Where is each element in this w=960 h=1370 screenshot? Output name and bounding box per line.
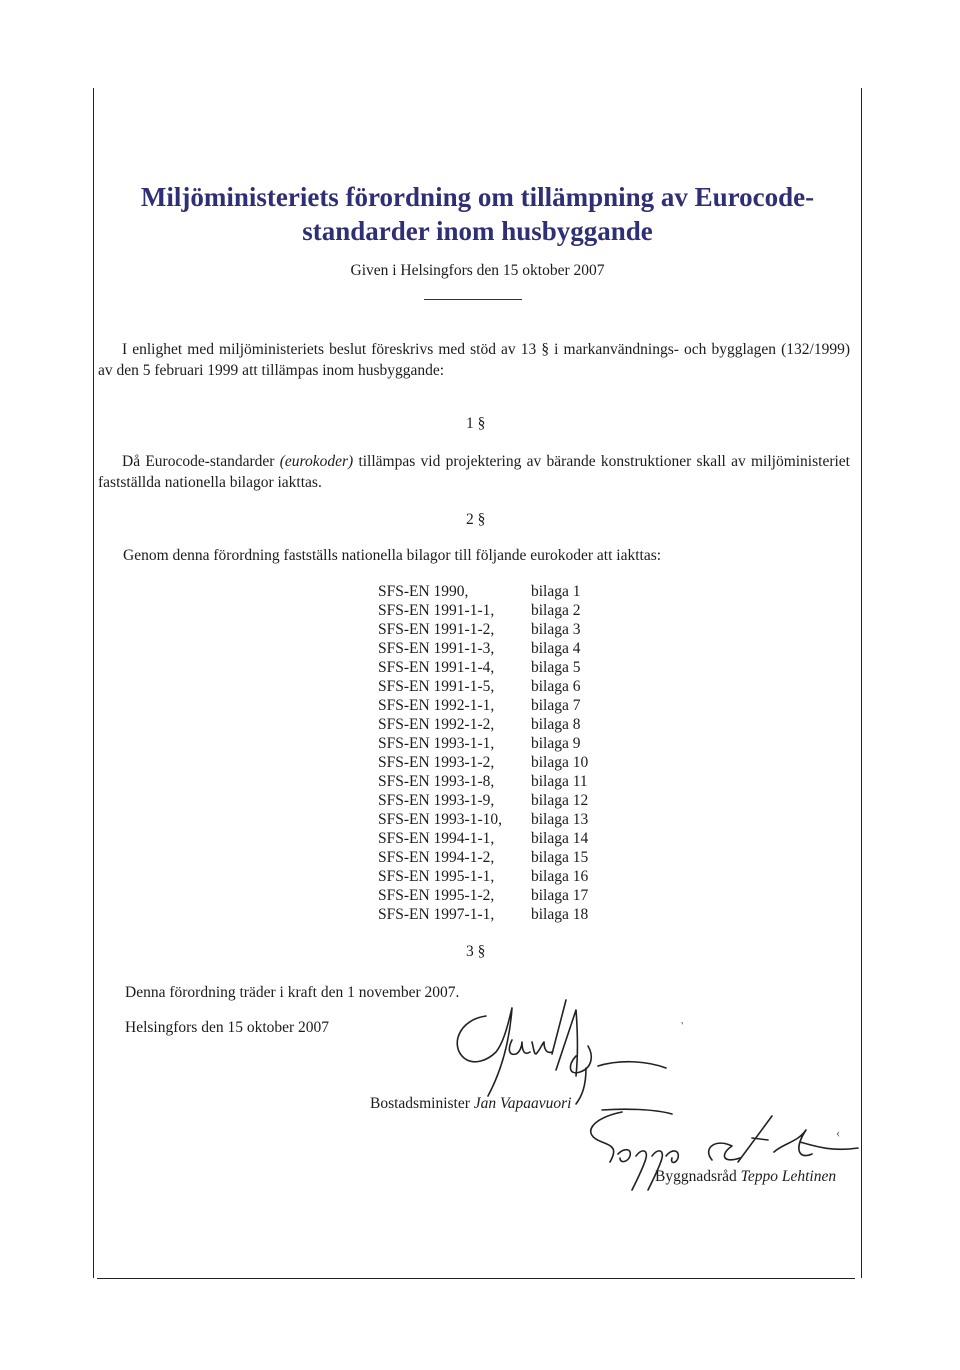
document-title bbox=[100, 180, 855, 248]
standard-row bbox=[378, 620, 588, 639]
document-title-line-2: standarder inom husbyggande bbox=[302, 216, 653, 246]
standard-code: SFS-EN 1993-1-10, bbox=[378, 811, 503, 828]
standard-row bbox=[378, 753, 588, 772]
standard-annex: bilaga 13 bbox=[531, 811, 589, 828]
standard-code: SFS-EN 1993-1-8, bbox=[378, 773, 495, 790]
section-2-heading: 2 § bbox=[466, 511, 486, 528]
standard-code: SFS-EN 1995-1-2, bbox=[378, 887, 495, 904]
standard-row bbox=[378, 715, 588, 734]
standard-row bbox=[378, 696, 588, 715]
standard-code: SFS-EN 1992-1-1, bbox=[378, 697, 495, 714]
standard-code: SFS-EN 1993-1-9, bbox=[378, 792, 495, 809]
standard-annex: bilaga 2 bbox=[531, 602, 581, 619]
standard-row bbox=[378, 867, 588, 886]
section-1-text-italic: (eurokoder) bbox=[279, 453, 354, 470]
standard-code: SFS-EN 1991-1-4, bbox=[378, 659, 495, 676]
standard-annex: bilaga 12 bbox=[531, 792, 589, 809]
standard-row bbox=[378, 886, 588, 905]
signature-mark-2: ‹ bbox=[836, 1125, 841, 1140]
standard-annex: bilaga 1 bbox=[531, 583, 581, 600]
standard-annex: bilaga 4 bbox=[531, 640, 581, 657]
signatory-2 bbox=[655, 1168, 836, 1186]
intro-paragraph: I enlighet med miljöministeriets beslut föreskrivs med stöd av 13 § i markanvändnings- och bygglagen (132/1999) av den 5 februari 1999 att tillämpas inom husbyggande: bbox=[98, 341, 850, 379]
standard-row bbox=[378, 734, 588, 753]
standard-annex: bilaga 8 bbox=[531, 716, 581, 733]
standards-table-body bbox=[378, 582, 588, 924]
standard-code: SFS-EN 1993-1-2, bbox=[378, 754, 495, 771]
standard-code: SFS-EN 1992-1-2, bbox=[378, 716, 495, 733]
signatory-1 bbox=[370, 1095, 572, 1113]
standard-row bbox=[378, 601, 588, 620]
standard-annex: bilaga 18 bbox=[531, 906, 589, 923]
document-title-line-1: Miljöministeriets förordning om tillämpning av Eurocode- bbox=[140, 182, 815, 212]
given-date: Given i Helsingfors den 15 oktober 2007 bbox=[350, 262, 605, 279]
standard-annex: bilaga 15 bbox=[531, 849, 589, 866]
section-3-heading: 3 § bbox=[466, 943, 486, 960]
standard-row bbox=[378, 848, 588, 867]
standard-row bbox=[378, 639, 588, 658]
place-and-date: Helsingfors den 15 oktober 2007 bbox=[125, 1019, 330, 1036]
signature-mark: ˺ bbox=[680, 1019, 684, 1033]
signatory-2-title: Byggnadsråd bbox=[655, 1168, 737, 1185]
standard-annex: bilaga 6 bbox=[531, 678, 581, 695]
standard-row bbox=[378, 582, 588, 601]
standard-code: SFS-EN 1991-1-3, bbox=[378, 640, 495, 657]
standard-code: SFS-EN 1995-1-1, bbox=[378, 868, 495, 885]
section-1-text-end: tillämpas vid projektering av bärande konstruktioner skall av miljöministeriet fastställda nationella bilagor iakttas. bbox=[98, 453, 850, 491]
standard-annex: bilaga 9 bbox=[531, 735, 581, 752]
standard-row bbox=[378, 810, 588, 829]
standard-code: SFS-EN 1990, bbox=[378, 583, 469, 600]
section-1-heading: 1 § bbox=[466, 415, 486, 432]
standard-row bbox=[378, 905, 588, 924]
signatory-1-name: Jan Vapaavuori bbox=[473, 1095, 572, 1112]
standard-annex: bilaga 3 bbox=[531, 621, 581, 638]
standard-code: SFS-EN 1991-1-5, bbox=[378, 678, 495, 695]
standard-row bbox=[378, 658, 588, 677]
standard-row bbox=[378, 772, 588, 791]
page-frame-right-line bbox=[861, 88, 862, 1278]
page-frame-left-line bbox=[93, 88, 94, 1278]
standard-annex: bilaga 7 bbox=[531, 697, 581, 714]
standard-row bbox=[378, 829, 588, 848]
title-divider bbox=[424, 299, 522, 300]
section-1-text-start: Då Eurocode-standarder bbox=[122, 453, 280, 470]
page-frame-bottom-line bbox=[97, 1278, 855, 1279]
signatory-2-name: Teppo Lehtinen bbox=[740, 1168, 837, 1185]
standard-code: SFS-EN 1997-1-1, bbox=[378, 906, 495, 923]
standard-code: SFS-EN 1994-1-1, bbox=[378, 830, 495, 847]
standard-annex: bilaga 5 bbox=[531, 659, 581, 676]
standard-annex: bilaga 11 bbox=[531, 773, 588, 790]
standard-row bbox=[378, 791, 588, 810]
signature-jan-vapaavuori bbox=[448, 996, 678, 1106]
standard-annex: bilaga 14 bbox=[531, 830, 589, 847]
standards-table bbox=[378, 582, 588, 924]
standard-code: SFS-EN 1991-1-1, bbox=[378, 602, 495, 619]
section-2-text: Genom denna förordning fastställs nationella bilagor till följande eurokoder att iakttas: bbox=[123, 547, 662, 564]
section-1-text bbox=[98, 451, 850, 493]
signatory-1-title: Bostadsminister bbox=[370, 1095, 470, 1112]
standard-annex: bilaga 17 bbox=[531, 887, 589, 904]
standard-code: SFS-EN 1994-1-2, bbox=[378, 849, 495, 866]
standard-annex: bilaga 10 bbox=[531, 754, 589, 771]
standard-annex: bilaga 16 bbox=[531, 868, 589, 885]
standard-code: SFS-EN 1993-1-1, bbox=[378, 735, 495, 752]
standard-row bbox=[378, 677, 588, 696]
standard-code: SFS-EN 1991-1-2, bbox=[378, 621, 495, 638]
section-3-text: Denna förordning träder i kraft den 1 november 2007. bbox=[125, 984, 460, 1001]
